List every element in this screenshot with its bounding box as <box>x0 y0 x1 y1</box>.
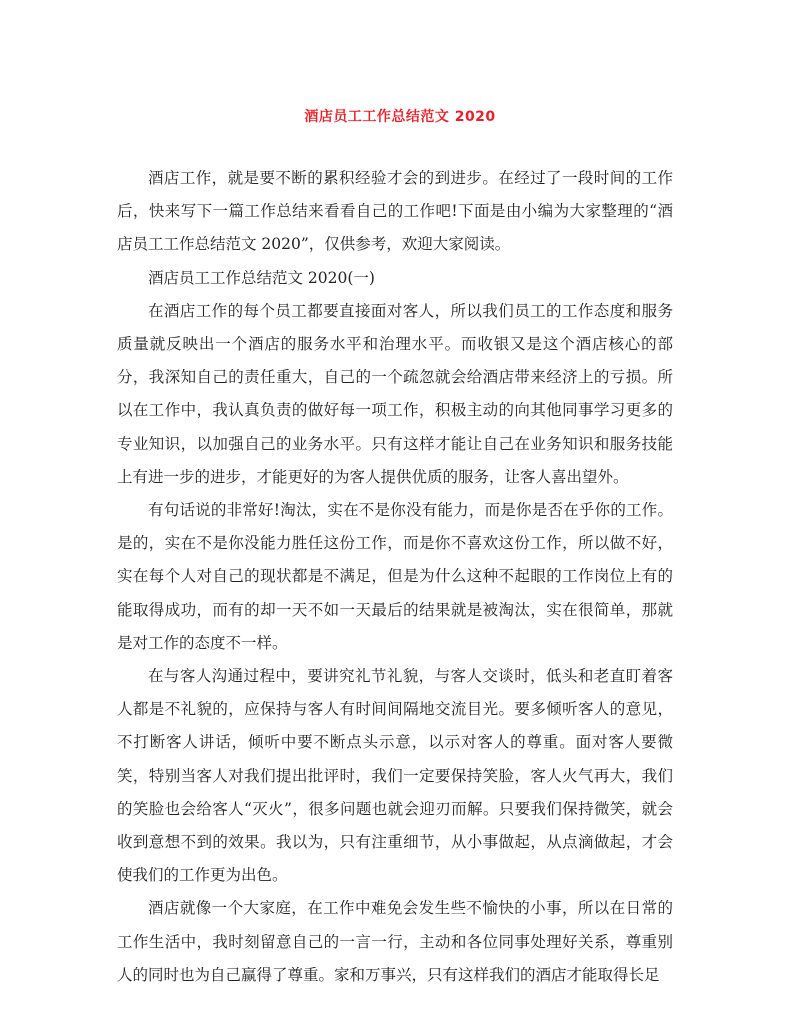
body-paragraph: 在与客人沟通过程中，要讲究礼节礼貌，与客人交谈时，低头和老直盯着客人都是不礼貌的，应保持与客人有时间间隔地交流目光。要多倾听客人的意见，不打断客人讲话，倾听中要不断点头示意，以示对客人的尊重。面对客人要微笑，特别当客人对我们提出批评时，我们一定要保持笑脸，客人火气再大，我们的笑脸也会给客人“灭火”，很多问题也就会迎刃而解。只要我们保持微笑，就会收到意想不到的效果。我以为，只有注重细节，从小事做起，从点滴做起，才会使我们的工作更为出色。 <box>117 667 673 885</box>
body-paragraph: 在酒店工作的每个员工都要直接面对客人，所以我们员工的工作态度和服务质量就反映出一个酒店的服务水平和治理水平。而收银又是这个酒店核心的部分，我深知自己的责任重大，自己的一个疏忽就会给酒店带来经济上的亏损。所以在工作中，我认真负责的做好每一项工作，积极主动的向其他同事学习更多的专业知识，以加强自己的业务水平。只有这样才能让自己在业务知识和服务技能上有进一步的进步，才能更好的为客人提供优质的服务，让客人喜出望外。 <box>117 301 673 486</box>
document-body <box>117 162 673 992</box>
section-heading: 酒店员工工作总结范文 2020(一) <box>148 268 375 287</box>
intro-paragraph: 酒店工作，就是要不断的累积经验才会的到进步。在经过了一段时间的工作后，快来写下一篇工作总结来看看自己的工作吧!下面是由小编为大家整理的“酒店员工工作总结范文 2020”，仅供参考，欢迎大家阅读。 <box>117 169 673 254</box>
document-title: 酒店员工工作总结范文 2020 <box>304 109 496 125</box>
body-paragraph: 有句话说的非常好!淘汰，实在不是你没有能力，而是你是否在乎你的工作。是的，实在不是你没能力胜任这份工作，而是你不喜欢这份工作，所以做不好，实在每个人对自己的现状都是不满足，但是为什么这种不起眼的工作岗位上有的能取得成功，而有的却一天不如一天最后的结果就是被淘汰，实在很简单，那就是对工作的态度不一样。 <box>117 501 673 652</box>
body-paragraph: 酒店就像一个大家庭，在工作中难免会发生些不愉快的小事，所以在日常的工作生活中，我时刻留意自己的一言一行，主动和各位同事处理好关系，尊重别人的同时也为自己赢得了尊重。家和万事兴，只有这样我们的酒店才能取得长足 <box>117 899 673 984</box>
